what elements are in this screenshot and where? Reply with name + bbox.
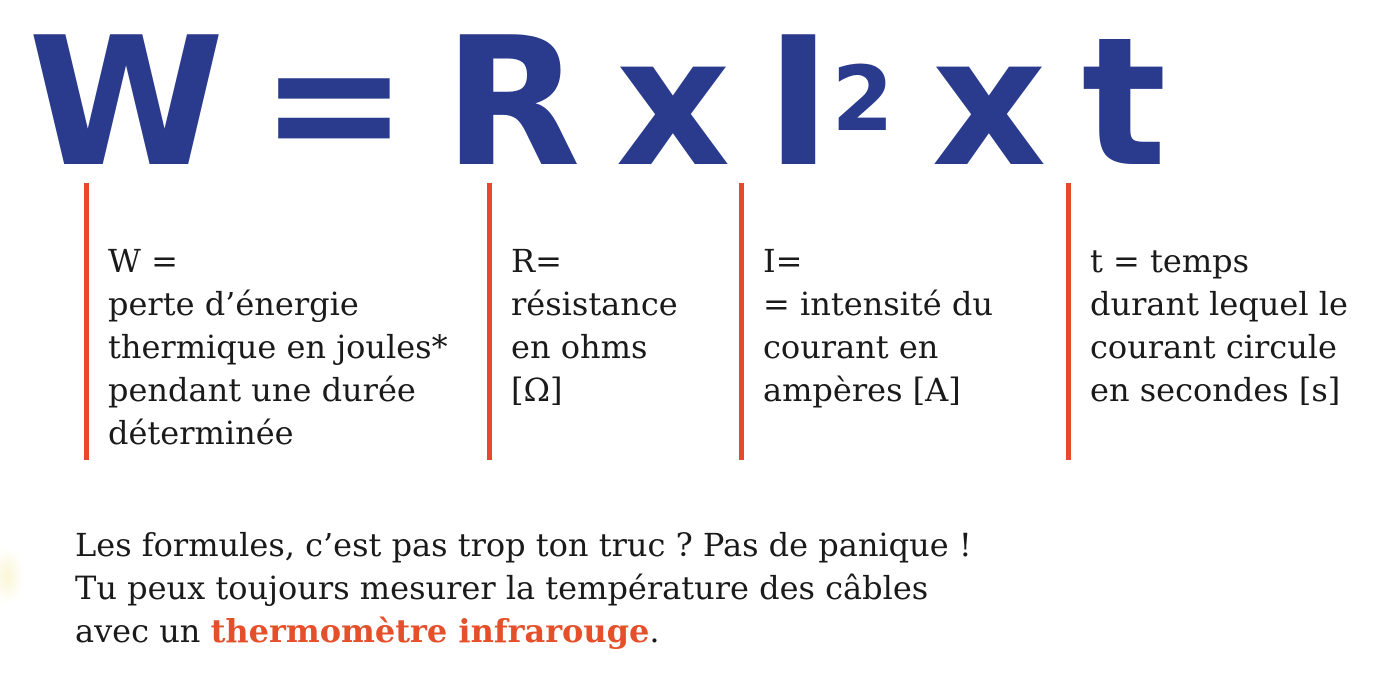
tip-line: Tu peux toujours mesurer la température des câbles <box>75 569 929 607</box>
exponent-2: 2 <box>831 47 894 152</box>
definition-line: [Ω] <box>511 371 563 409</box>
tip-line <box>75 610 972 653</box>
joule-effect-formula <box>28 0 1164 206</box>
multiply-sign: x <box>931 0 1044 206</box>
definition-line: résistance <box>511 285 678 323</box>
thermometer-highlight: thermomètre infrarouge <box>210 612 650 650</box>
formula-symbol-w: W <box>28 0 222 206</box>
formula-symbol-i-squared <box>765 0 894 206</box>
definition-line: = intensité du <box>763 285 993 323</box>
tip-paragraph <box>75 524 972 653</box>
definition-line: t = temps <box>1090 242 1250 280</box>
tip-line: Les formules, c’est pas trop ton truc ? Pas de panique ! <box>75 526 972 564</box>
definition-line: courant circule <box>1090 328 1337 366</box>
page-edge-artifact <box>0 548 24 604</box>
definition-line: R= <box>511 242 562 280</box>
definition-column-i <box>739 183 1054 460</box>
definition-line: pendant une durée <box>108 371 416 409</box>
tip-line-prefix: avec un <box>75 612 211 650</box>
formula-symbol-r: R <box>443 0 578 206</box>
definition-line: ampères [A] <box>763 371 961 409</box>
definition-column-w <box>84 183 484 460</box>
definition-line: en ohms <box>511 328 648 366</box>
formula-symbol-i: I <box>765 0 829 206</box>
equals-sign: = <box>259 0 406 206</box>
definition-line: durant lequel le <box>1090 285 1348 323</box>
definition-column-t <box>1066 183 1386 460</box>
definition-line: déterminée <box>108 414 294 452</box>
definition-column-r <box>487 183 732 460</box>
tip-line-suffix: . <box>649 612 660 650</box>
definition-line: en secondes [s] <box>1090 371 1341 409</box>
definition-line: I= <box>763 242 803 280</box>
definition-line: thermique en joules* <box>108 328 448 366</box>
definition-line: courant en <box>763 328 939 366</box>
definition-line: perte d’énergie <box>108 285 359 323</box>
formula-symbol-t: t <box>1081 0 1164 206</box>
definition-line: W = <box>108 242 178 280</box>
multiply-sign: x <box>615 0 728 206</box>
